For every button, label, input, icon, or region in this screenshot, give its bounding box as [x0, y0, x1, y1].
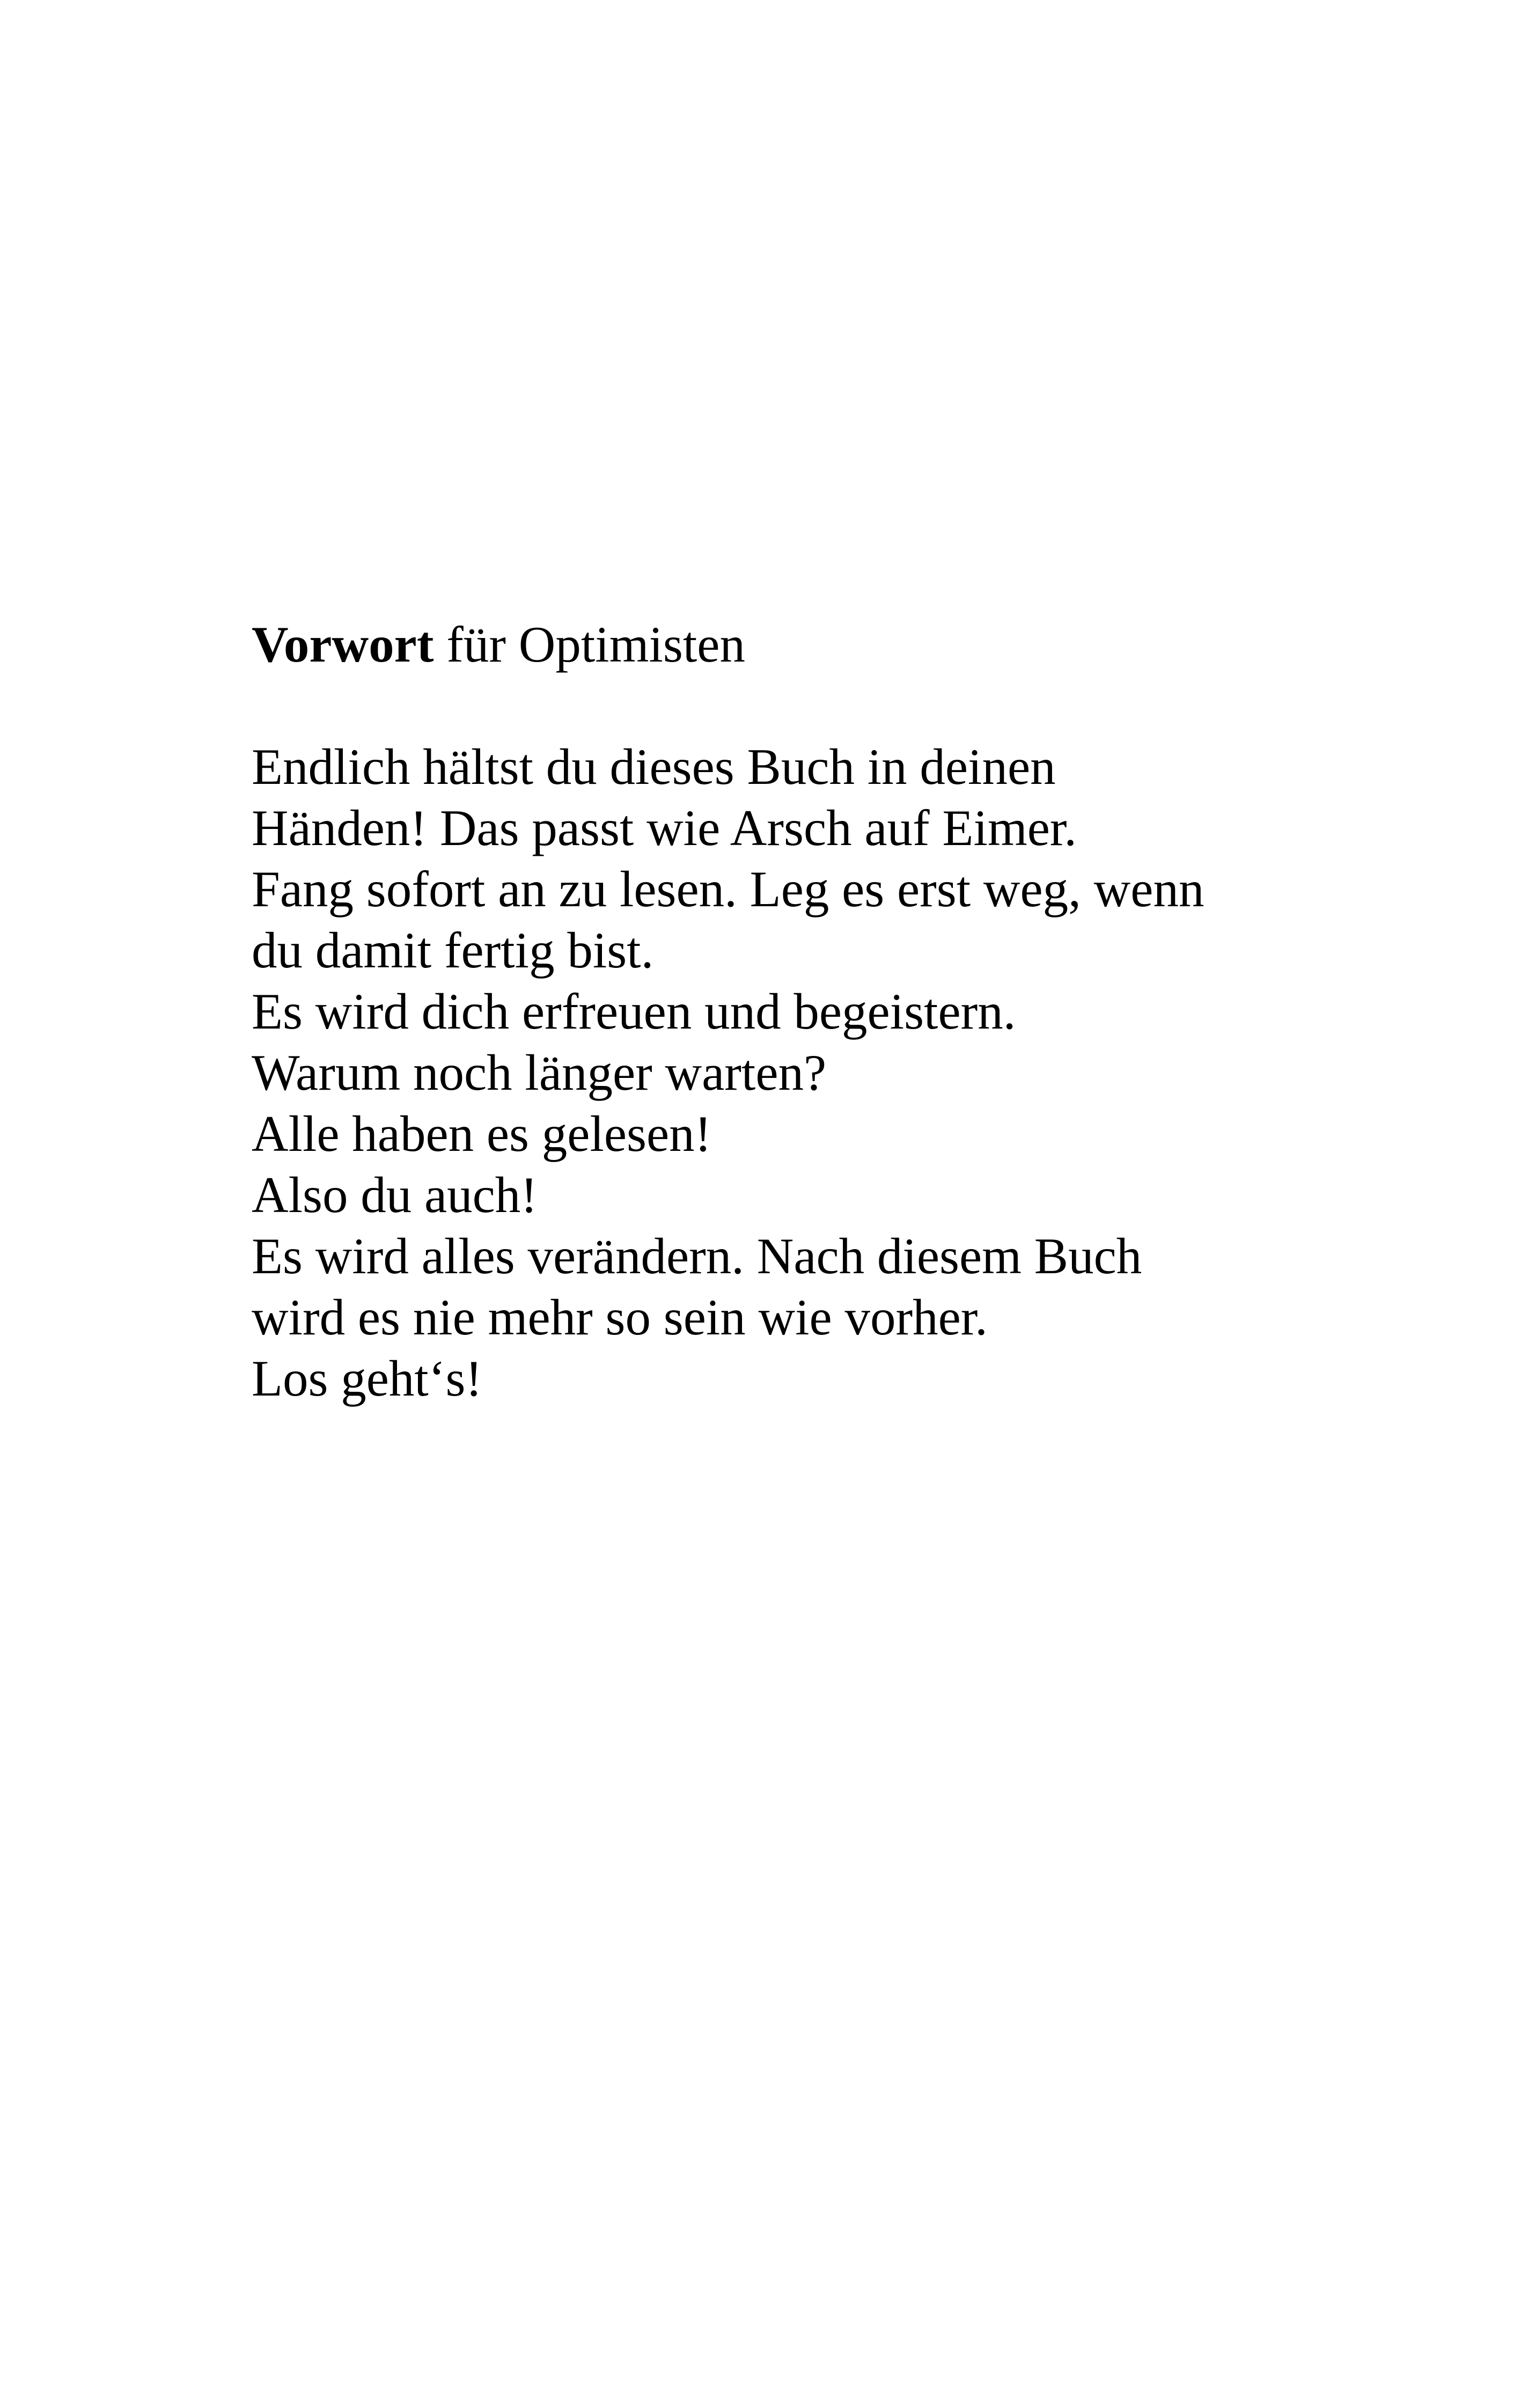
body-line: Los geht‘s!	[252, 1350, 483, 1407]
body-line: Es wird dich erfreuen und begeistern.	[252, 983, 1016, 1040]
body-line: wird es nie mehr so sein wie vorher.	[252, 1289, 988, 1346]
foreword-text-block	[252, 614, 1378, 1409]
foreword-heading	[252, 614, 1378, 675]
heading-subtitle: für Optimisten	[433, 616, 745, 673]
body-line: Endlich hältst du dieses Buch in deinen	[252, 738, 1056, 795]
foreword-body	[252, 736, 1378, 1409]
heading-bold-word: Vorwort	[252, 616, 434, 673]
body-line: Also du auch!	[252, 1166, 538, 1223]
body-line: Warum noch länger warten?	[252, 1044, 827, 1101]
paragraph-spacer	[252, 675, 1378, 736]
body-line: du damit fertig bist.	[252, 922, 654, 979]
body-line: Es wird alles verändern. Nach diesem Buch	[252, 1228, 1142, 1284]
body-line: Alle haben es gelesen!	[252, 1105, 712, 1162]
body-line: Händen! Das passt wie Arsch auf Eimer.	[252, 799, 1077, 856]
body-line: Fang sofort an zu lesen. Leg es erst weg, wenn	[252, 861, 1204, 917]
